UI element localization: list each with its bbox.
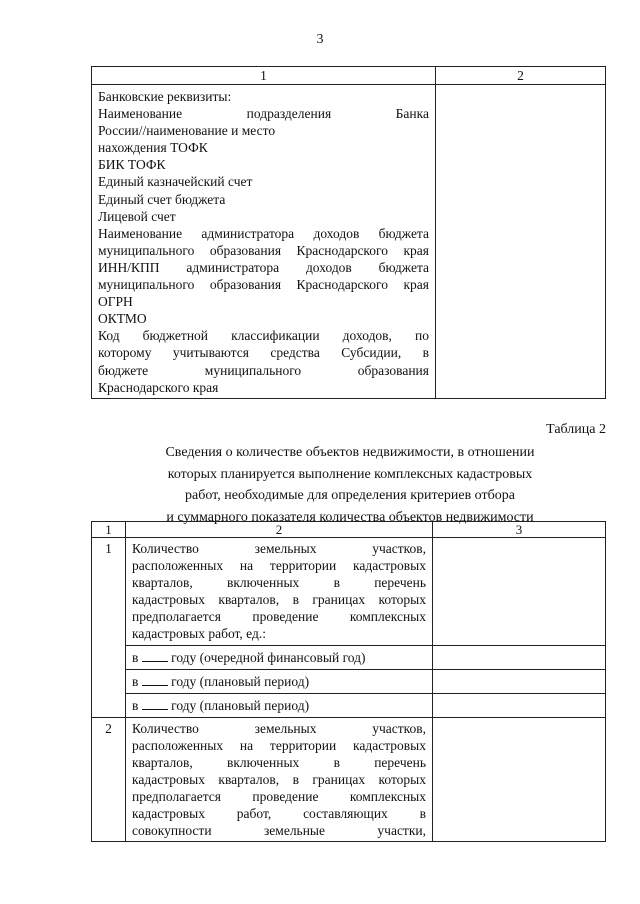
text-line: Количество земельных участков,: [132, 541, 426, 556]
text-line: БИК ТОФК: [98, 157, 166, 173]
bank-details-table: [91, 66, 606, 399]
page-number: 3: [316, 32, 324, 47]
real-estate-table: [91, 521, 606, 842]
text-line: Единый счет бюджета: [98, 191, 226, 207]
row-text-cell: [126, 538, 433, 646]
text-line: Единый казначейский счет: [98, 174, 253, 190]
year-suffix: году (плановый период): [171, 697, 310, 713]
text-line: Наименование подразделения Банка: [98, 106, 429, 122]
text-line: ИНН/КПП администратора доходов бюджета: [98, 259, 429, 275]
header-cell-1: 1: [92, 522, 126, 538]
header-cell-2: 2: [436, 67, 606, 85]
text-line: муниципального образования Краснодарского края: [98, 277, 429, 293]
table-header-row: [92, 67, 606, 85]
text-line: расположенных на территории кадастровых: [132, 558, 426, 574]
empty-value-cell: [433, 538, 606, 646]
year-prefix: в: [132, 697, 139, 713]
empty-value-cell: [433, 669, 606, 693]
empty-value-cell: [433, 645, 606, 669]
text-line: ОКТМО: [98, 311, 147, 327]
text-line: ОГРН: [98, 294, 133, 310]
table-row: [92, 85, 606, 399]
text-line: бюджете муниципального образования: [98, 362, 429, 378]
text-line: кадастровых работ, ед.:: [132, 626, 266, 642]
text-line: кадастровых кварталов, в границах которых: [132, 771, 426, 787]
text-line: Банковские реквизиты:: [98, 89, 232, 104]
year-row-cell: [126, 669, 433, 693]
text-line: предполагается проведение комплексных: [132, 609, 426, 625]
year-blank: [142, 649, 168, 662]
table2-caption: [120, 442, 580, 528]
text-line: России//наименование и место: [98, 123, 276, 139]
caption-line: Сведения о количестве объектов недвижимости, в отношении: [165, 445, 535, 460]
row-number: 1: [92, 538, 126, 718]
caption-line: работ, необходимые для определения критериев отбора: [185, 488, 515, 503]
year-row-cell: [126, 693, 433, 717]
year-prefix: в: [132, 649, 139, 665]
year-blank: [142, 697, 168, 710]
text-line: Наименование администратора доходов бюджета: [98, 225, 429, 241]
table-header-row: [92, 522, 606, 538]
header-cell-3: 3: [433, 522, 606, 538]
table-row: [92, 717, 606, 842]
year-row-cell: [126, 645, 433, 669]
table2-label: Таблица 2: [546, 422, 606, 437]
text-line: предполагается проведение комплексных: [132, 788, 426, 804]
empty-value-cell: [433, 717, 606, 842]
text-line: Лицевой счет: [98, 208, 176, 224]
table-row: [92, 669, 606, 693]
caption-line: и суммарного показателя количества объектов недвижимости: [166, 509, 534, 525]
year-suffix: году (очередной финансовый год): [171, 649, 366, 665]
text-line: Код бюджетной классификации доходов, по: [98, 328, 429, 344]
text-line: кадастровых работ, составляющих в: [132, 806, 426, 822]
text-line: совокупности земельные участки,: [132, 823, 426, 839]
bank-details-cell: [92, 85, 436, 399]
table-row: [92, 693, 606, 717]
text-line: Количество земельных участков,: [132, 720, 426, 736]
text-line: кадастровых кварталов, в границах которых: [132, 592, 426, 608]
year-prefix: в: [132, 673, 139, 689]
header-cell-2: 2: [126, 522, 433, 538]
header-cell-1: 1: [92, 67, 436, 85]
row-text-cell: [126, 717, 433, 842]
empty-value-cell: [436, 85, 606, 399]
text-line: нахождения ТОФК: [98, 140, 208, 156]
text-line: расположенных на территории кадастровых: [132, 737, 426, 753]
text-line: кварталов, включенных в перечень: [132, 575, 426, 591]
caption-line: которых планируется выполнение комплексных кадастровых: [167, 466, 533, 482]
text-line: муниципального образования Краснодарского края: [98, 242, 429, 258]
text-line: Краснодарского края: [98, 379, 219, 395]
table-row: [92, 538, 606, 646]
table-row: [92, 645, 606, 669]
text-line: которому учитываются средства Субсидии, в: [98, 345, 429, 361]
row-number: 2: [92, 717, 126, 842]
year-blank: [142, 673, 168, 686]
empty-value-cell: [433, 693, 606, 717]
text-line: кварталов, включенных в перечень: [132, 754, 426, 770]
year-suffix: году (плановый период): [171, 673, 310, 689]
